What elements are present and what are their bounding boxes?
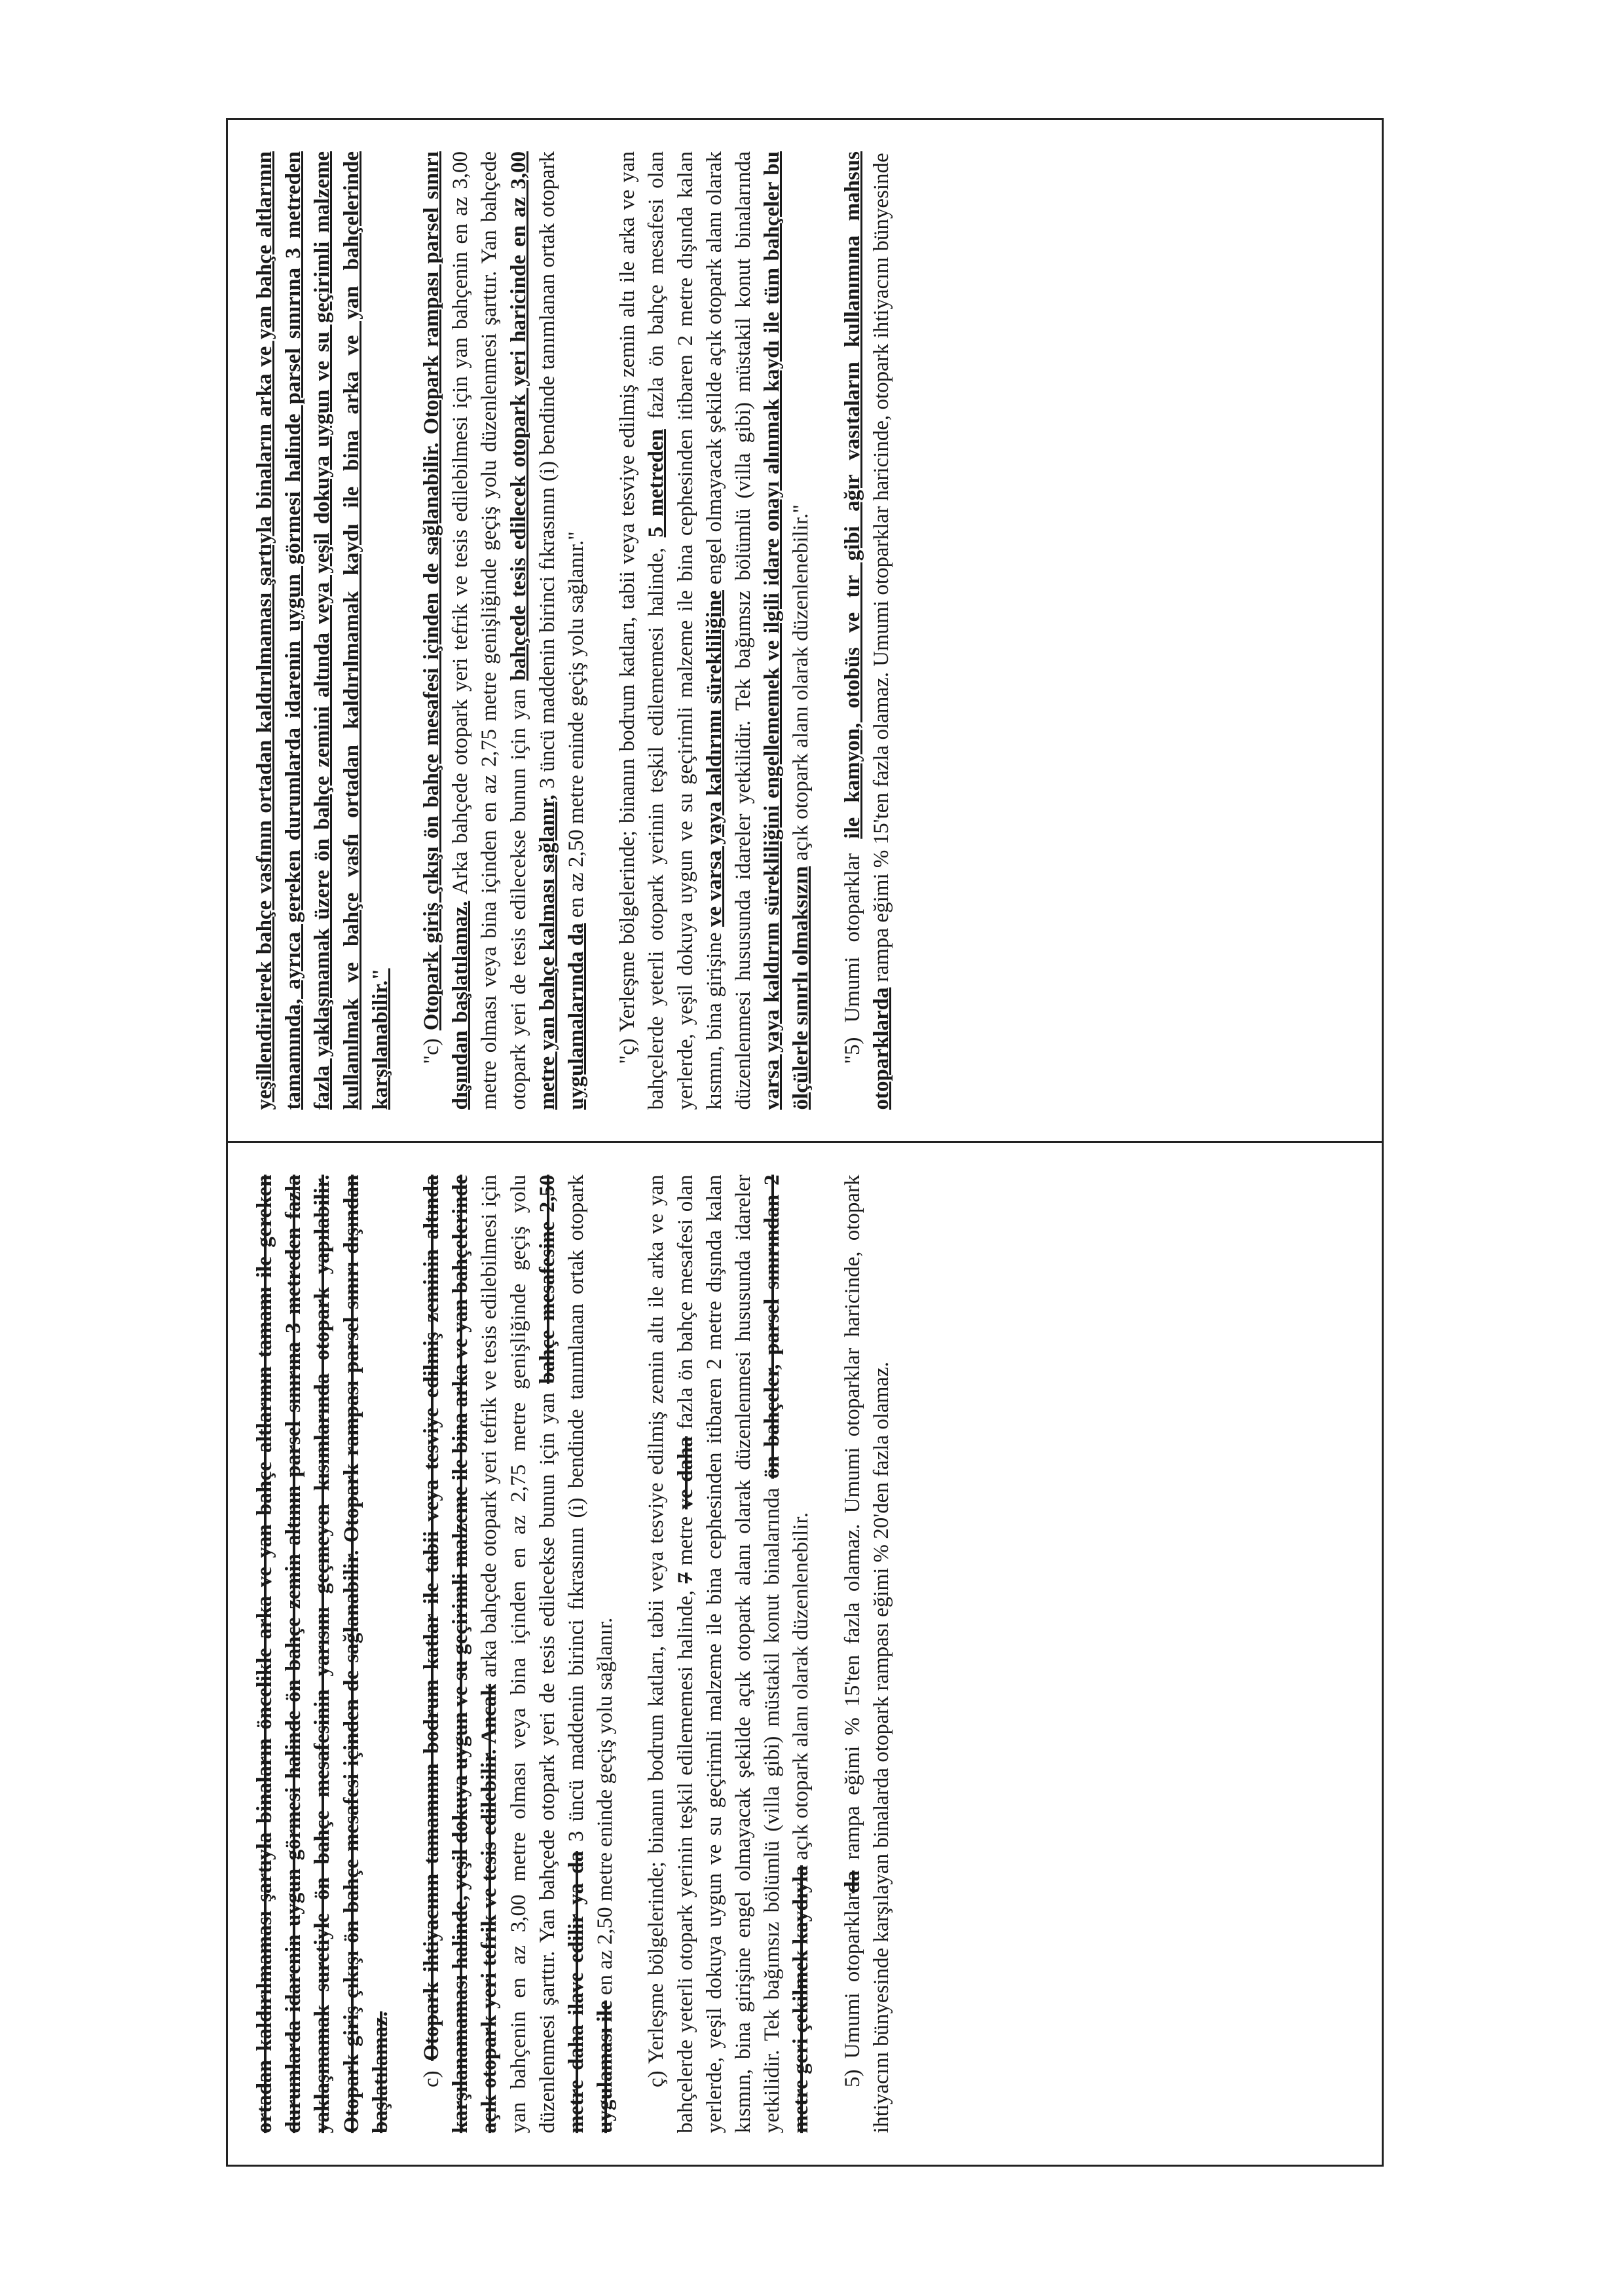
text-run: açık otopark alanı olarak düzenlenebilir. — [789, 1512, 813, 1865]
deleted-text-run: da — [840, 1870, 864, 1894]
right-paragraph-ç — [613, 151, 815, 1110]
text-run: 3 üncü maddenin birinci fıkrasının (i) bendinde tanımlanan ortak otopark — [535, 151, 559, 795]
text-run: arka bahçede otopark yeri tefrik ve tesis edilebilmesi için yan bahçenin en az 3,00 metre olması veya bina içinden en az 2,75 metre genişliğinde geçiş yolu düzenlenmesi şarttır. Yan bahçede otopark yeri de tesis edilecekse bunun için yan — [477, 1174, 559, 2133]
text-run: rampa eğimi % 15'ten fazla olamaz. Umumi otoparklar haricinde, otopark ihtiyacını bünyesinde karşılayan binalarda otopark rampası eğimi % 20'den fazla olamaz. — [840, 1174, 893, 2133]
right-paragraph-5 — [838, 151, 896, 1110]
text-run: fazla ön bahçe mesafesi olan yerlerde, yeşil dokuya uygun ve su geçirimli malzeme ile bina cephesinden itibaren 2 metre dışında kalan kısmın, bina girişine engel olmayacak şekilde açık otopark alanı olarak düzenlenmesi hususunda idareler yetkilidir. Tek bağımsız bölümlü (villa gibi) müstakil konut binalarında — [673, 1174, 784, 2133]
added-text-run: ve varsa yaya kaldırımı sürekliliğine — [702, 590, 726, 927]
deleted-text-run: uygulaması ile — [593, 2000, 618, 2133]
added-text-run: 5 metreden — [644, 429, 669, 538]
right-paragraph-1 — [250, 151, 395, 1110]
deleted-text-run: ön bahçeler, parsel sınırından 2 metre geri çekilmek kaydıyla — [760, 1174, 813, 2133]
left-paragraph-ç — [642, 1175, 815, 2134]
deleted-text-run: Otopark ihtiyacının tamamının bodrum katlar ile tabii veya tesviye edilmiş zeminin altında karşılanamaması halinde, yeşil dokuya uygun ve su geçirimli malzeme ile bina arka ve yan bahçelerinde açık otopark yeri tefrik ve tesis edilebilir. Ancak — [420, 1174, 502, 2133]
right-paragraph-c — [417, 151, 591, 1110]
left-paragraph-c — [417, 1175, 619, 2134]
left-paragraph-1 — [250, 1175, 395, 2134]
text-run: "ç) Yerleşme bölgelerinde; binanın bodrum katları, tabii veya tesviye edilmiş zemin altı ile arka ve yan bahçelerde yeterli otopark yerinin teşkil edilememesi halinde, — [616, 151, 669, 1110]
added-text-run: Otopark giriş çıkışı ön bahçe mesafesi içinden de sağlanabilir. Otopark rampası parsel sınırı dışından başlatılamaz. — [420, 151, 473, 1110]
text-run: "5) Umumi otoparklar — [840, 838, 864, 1064]
right-column-new-text — [228, 120, 1382, 1144]
deleted-text-run: ortadan kaldırılmaması şartıyla binaların öncelikle arka ve yan bahçe altlarının tamamı ile gereken durumlarda idarenin uygun görmesi halinde ön bahçe zemin altının parsel sınırına 3 metreden fazla yaklaşmamak suretiyle ön bahçe mesafesinin yarısını geçmeyen kısımlarında otopark yapılabilir. Otopark giriş çıkışı ön bahçe mesafesi içinden de sağlanabilir. Otopark rampası parsel sınırı dışından başlatılamaz. — [253, 1174, 392, 2133]
deleted-text-run: 7 — [673, 1572, 697, 1584]
text-run: en az 2,50 metre eninde geçiş yolu sağlanır. — [593, 1617, 618, 2001]
comparison-table — [226, 118, 1384, 2167]
added-text-run: yeşillendirilerek bahçe vasfının ortadan kaldırılmaması şartıyla binaların arka ve yan bahçe altlarının tamamında, ayrıca gereken durumlarda idarenin uygun görmesi halinde parsel sınırına 3 metreden fazla yaklaşmamak üzere ön bahçe zemini altında veya yeşil dokuya uygun ve su geçirimli malzeme kullanılmak ve bahçe vasfı ortadan kaldırılmamak kaydı ile bina arka ve yan bahçelerinde karşılanabilir." — [253, 151, 392, 1110]
text-run: Arka bahçede otopark yeri tefrik ve tesis edilebilmesi için yan bahçenin en az 3,00 metre olması veya bina içinden en az 2,75 metre genişliğinde geçiş yolu düzenlenmesi şarttır. Yan bahçede otopark yeri de tesis edilecekse bunun için yan — [449, 151, 530, 1110]
left-column-old-text — [228, 1144, 1382, 2165]
text-run: ç) Yerleşme bölgelerinde; binanın bodrum katları, tabii veya tesviye edilmiş zemin altı ile arka ve yan bahçelerde yeterli otopark yerinin teşkil edilememesi halinde, — [644, 1174, 697, 2133]
text-run: c) — [420, 2061, 444, 2087]
added-text-run: varsa yaya kaldırım sürekliliğini engellememek ve ilgili idare onayı alınmak kaydı ile tüm bahçeler bu ölçülerle sınırlı olmaksızın — [760, 151, 813, 1110]
text-run: 5) Umumi otoparklar — [840, 1893, 864, 2087]
text-run: "c) — [420, 1030, 444, 1064]
text-run: fazla ön bahçe mesafesi olan yerlerde, yeşil dokuya uygun ve su geçirimli malzeme ile bina cephesinden itibaren 2 metre dışında kalan kısmın, bina girişine — [644, 151, 726, 1110]
text-run: metre — [673, 1509, 697, 1573]
added-text-run: bahçede tesis edilecek otopark yeri haricinde en az 3,00 metre yan bahçe kalması sağlanır, — [506, 151, 559, 1110]
text-run: en az 2,50 metre eninde geçiş yolu sağlanır." — [564, 531, 589, 924]
deleted-text-run: bahçe mesafesine 2,50 metre daha ilave edilir ya da — [535, 1174, 589, 2133]
added-text-run: ile kamyon, otobüs ve tır gibi ağır vasıtaların kullanımına mahsus otoparklarda — [840, 151, 893, 1110]
text-run: engel olmayacak şekilde açık otopark alanı olarak düzenlenmesi hususunda idareler yetkilidir. Tek bağımsız bölümlü (villa gibi) müstakil konut binalarında — [702, 151, 756, 1110]
text-run: rampa eğimi % 15'ten fazla olamaz. Umumi otoparklar haricinde, otopark ihtiyacını bünyesinde — [869, 153, 893, 988]
text-run: 3 üncü maddenin birinci fıkrasının (i) bendinde tanımlanan ortak otopark — [564, 1174, 589, 1852]
deleted-text-run: ve daha — [673, 1436, 697, 1510]
text-run: açık otopark alanı olarak düzenlenebilir." — [789, 504, 813, 867]
left-paragraph-5 — [838, 1175, 896, 2134]
added-text-run: uygulamalarında da — [564, 923, 589, 1110]
